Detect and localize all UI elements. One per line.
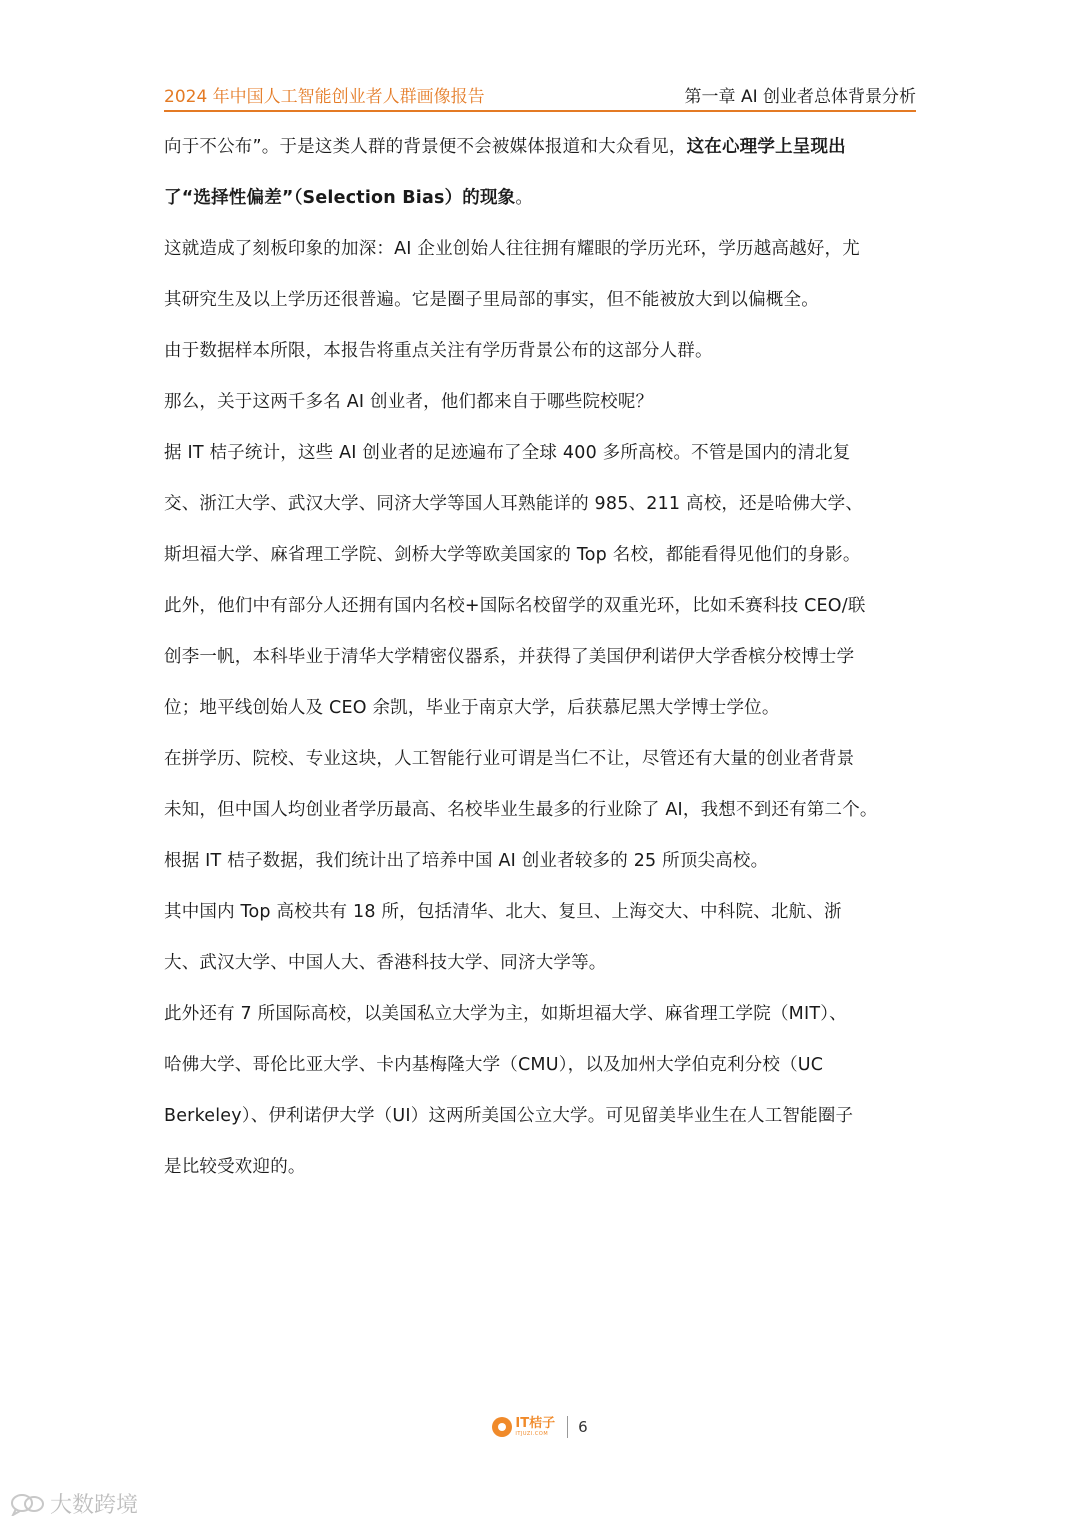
paragraph-line: 此外，他们中有部分人还拥有国内名校+国际名校留学的双重光环，比如禾赛科技 CEO/联 xyxy=(164,596,866,616)
itjuzi-logo xyxy=(492,1417,555,1437)
report-title: 2024 年中国人工智能创业者人群画像报告 xyxy=(164,87,485,107)
logo-subtext: ITJUZI.COM xyxy=(515,1431,549,1437)
paragraph-line: 创李一帆，本科毕业于清华大学精密仪器系，并获得了美国伊利诺伊大学香槟分校博士学 xyxy=(164,647,855,667)
paragraph-line: 根据 IT 桔子数据，我们统计出了培养中国 AI 创业者较多的 25 所顶尖高校。 xyxy=(164,851,769,871)
paragraph-line: Berkeley）、伊利诺伊大学（UI）这两所美国公立大学。可见留美毕业生在人工智能圈子 xyxy=(164,1106,854,1126)
watermark-text: 大数跨境 xyxy=(50,1493,139,1518)
paragraph-line: 交、浙江大学、武汉大学、同济大学等国人耳熟能详的 985、211 高校，还是哈佛大学、 xyxy=(164,494,864,514)
paragraph-line: 哈佛大学、哥伦比亚大学、卡内基梅隆大学（CMU），以及加州大学伯克利分校（UC xyxy=(164,1055,824,1075)
paragraph-line: 斯坦福大学、麻省理工学院、剑桥大学等欧美国家的 Top 名校，都能看得见他们的身影。 xyxy=(164,545,861,565)
chat-bubble-icon xyxy=(10,1492,46,1516)
chapter-title: 第一章 AI 创业者总体背景分析 xyxy=(684,87,916,107)
paragraph-line: 未知，但中国人均创业者学历最高、名校毕业生最多的行业除了 AI，我想不到还有第二个。 xyxy=(164,800,878,820)
paragraph-line: 其中国内 Top 高校共有 18 所，包括清华、北大、复旦、上海交大、中科院、北航、浙 xyxy=(164,902,842,922)
paragraph-line: 由于数据样本所限，本报告将重点关注有学历背景公布的这部分人群。 xyxy=(164,341,713,361)
watermark xyxy=(10,1488,138,1519)
paragraph-line: 大、武汉大学、中国人大、香港科技大学、同济大学等。 xyxy=(164,953,607,973)
paragraph-line: 那么，关于这两千多名 AI 创业者，他们都来自于哪些院校呢？ xyxy=(164,392,654,412)
body-text xyxy=(164,122,932,1193)
page-header xyxy=(164,80,916,108)
footer-divider xyxy=(567,1416,568,1438)
paragraph-line: 向于不公布”。于是这类人群的背景便不会被媒体报道和大众看见，这在心理学上呈现出 xyxy=(164,137,846,157)
bold-phrase: 了“选择性偏差”（Selection Bias）的现象 xyxy=(164,188,516,208)
paragraph-line: 了“选择性偏差”（Selection Bias）的现象。 xyxy=(164,188,534,208)
orange-circle-icon xyxy=(492,1417,512,1437)
paragraph-line: 在拼学历、院校、专业这块，人工智能行业可谓是当仁不让，尽管还有大量的创业者背景 xyxy=(164,749,855,769)
paragraph-line: 其研究生及以上学历还很普遍。它是圈子里局部的事实，但不能被放大到以偏概全。 xyxy=(164,290,819,310)
page-number: 6 xyxy=(578,1418,588,1436)
paragraph-line: 是比较受欢迎的。 xyxy=(164,1157,306,1177)
paragraph-line: 这就造成了刻板印象的加深：AI 企业创始人往往拥有耀眼的学历光环，学历越高越好，尤 xyxy=(164,239,860,259)
paragraph-line: 据 IT 桔子统计，这些 AI 创业者的足迹遍布了全球 400 多所高校。不管是国内的清北复 xyxy=(164,443,851,463)
header-divider xyxy=(164,110,916,112)
paragraph-line: 此外还有 7 所国际高校，以美国私立大学为主，如斯坦福大学、麻省理工学院（MIT）、 xyxy=(164,1004,847,1024)
logo-text: IT桔子 xyxy=(515,1416,556,1431)
page-footer xyxy=(0,1410,1080,1444)
paragraph-line: 位；地平线创始人及 CEO 余凯，毕业于南京大学，后获慕尼黑大学博士学位。 xyxy=(164,698,780,718)
bold-phrase: 这在心理学上呈现出 xyxy=(686,137,846,157)
